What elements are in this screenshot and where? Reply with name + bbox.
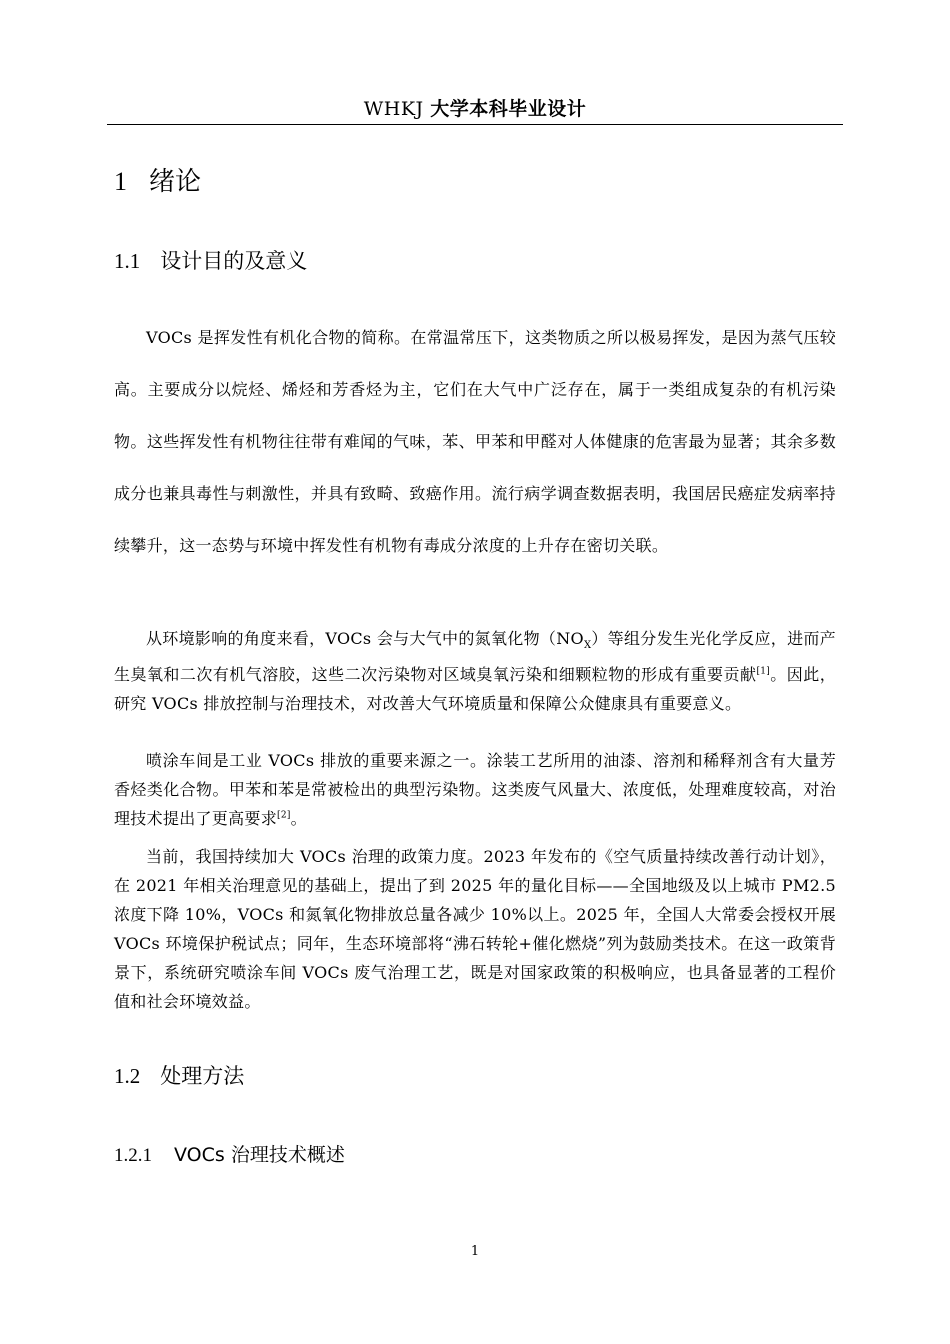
citation-ref: [2] [277,810,291,821]
section-number: 1.2 [114,1064,141,1088]
paragraph-text: 从环境影响的角度来看，VOCs 会与大气中的氮氧化物（NO [146,629,584,648]
paragraph-text: ，它们在大气中广泛存在，属于一类组成复杂的有机污染物。这些挥发性有机物往往带有难闻的气味， [114,380,836,451]
paragraph-text: 。因此，研究 VOCs 排放控制与治理技术，对改善大气环境质量和保障公众健康具有重要意义。 [114,665,837,714]
chapter-heading [114,164,201,200]
page-header [107,96,843,122]
paragraph-3 [114,746,836,833]
chapter-title: 绪论 [149,167,202,197]
section-title: 设计目的及意义 [160,249,308,273]
paragraph-emphasis: 主要成分以烷烃、烯烃和芳香烃为主 [147,380,417,399]
subsection-number: 1.2.1 [114,1145,152,1166]
section-number: 1.1 [114,249,141,273]
paragraph-text: 喷涂车间是工业 VOCs 排放的重要来源之一。涂装工艺所用的油漆、溶剂和稀释剂含有大量芳香烃类化合物。甲苯和苯是常被检出的典型污染物。这类废气风量大、浓度低，处理难度较高，对治理技术提出了更高要求 [114,751,836,828]
paragraph-text: 当前，我国持续加大 VOCs 治理的政策力度。2023 年发布的《空气质量持续改善行动计划》，在 2021 年相关治理意见的基础上，提出了到 2025 年的量化目标——全国地级及以上城市 PM2.5 浓度下降 10%，VOCs 和氮氧化物排放总量各减少 10%以上。2025 年，全国人大常委会授权开展 VOCs 环境保护税试点；同年，生态环境部将“沸石转轮+催化燃烧”列为鼓励类技术。在这一政策背景下，系统研究喷涂车间 VOCs 废气治理工艺，既是对国家政策的积极响应，也具备显著的工程价值和社会环境效益。 [114,847,836,1011]
paragraph-text: VOCs 是挥发性有机化合物的简称。在常温常压下，这类物质之所以极易挥发，是因为蒸气压较高。 [114,328,836,399]
paragraph-emphasis: 苯、甲苯和甲醛对人体健康的危害最为显著；其余多数成分也兼具毒性与刺激性，并具有致畸、致癌作用 [114,432,836,503]
paragraph-text: ）等组分发生光化学反应，进而产生臭氧和二次有机气溶胶，这些二次污染物对区域臭氧污染和细颗粒物的形成有重要贡献 [114,629,836,685]
section-heading-1-2 [114,1061,244,1091]
subscript: X [583,640,592,652]
citation-ref: [1] [756,666,771,677]
header-title: 大学本科毕业设计 [430,98,587,120]
subsection-title: VOCs 治理技术概述 [174,1144,345,1166]
subsection-heading-1-2-1 [114,1141,345,1170]
paragraph-text: 。 [290,809,307,828]
section-heading-1-1 [114,246,307,276]
chapter-number: 1 [114,167,127,196]
paragraph-4 [114,842,836,1016]
paragraph-text: 。流行病学调查数据表明，我国居民癌症发病率持续攀升，这一态势与环境中挥发性有机物有毒成分浓度的上升存在密切关联。 [114,484,836,555]
paragraph-2 [114,624,836,718]
section-title: 处理方法 [160,1064,245,1088]
header-rule [107,124,843,125]
header-prefix: WHKJ [363,98,431,120]
page-number: 1 [470,1244,480,1259]
paragraph-1 [114,312,836,572]
